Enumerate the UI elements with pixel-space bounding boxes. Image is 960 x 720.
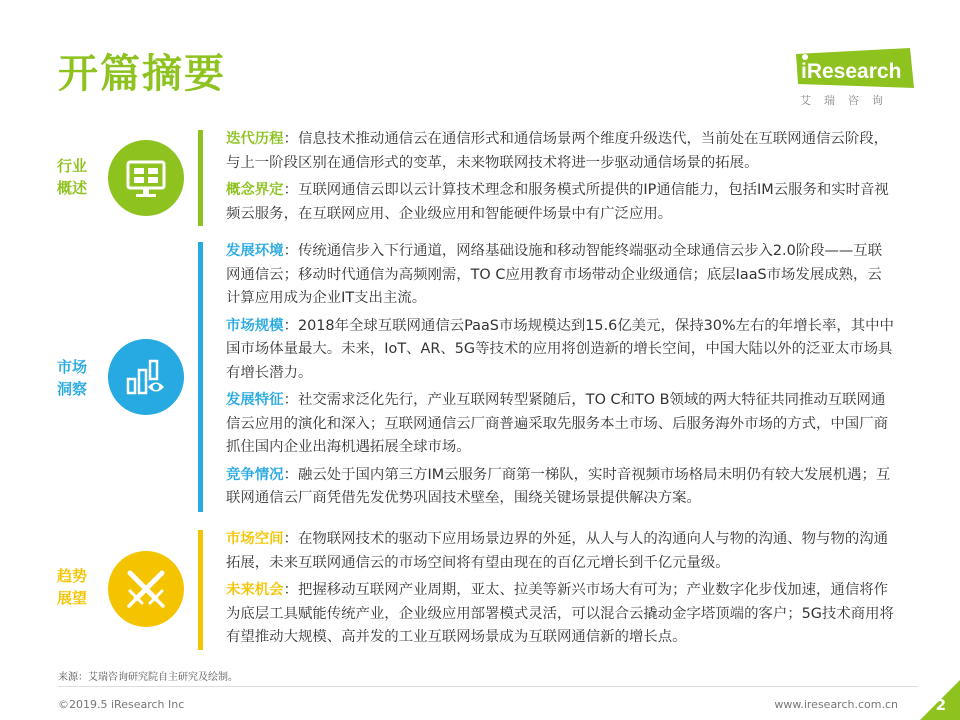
logo-chinese-name: 艾瑞咨询 xyxy=(800,94,896,107)
paragraph-market-size xyxy=(226,315,896,386)
paragraph-iteration-history xyxy=(226,128,896,175)
section-label: 趋势 展望 xyxy=(56,567,87,607)
paragraph-text: ：2018年全球互联网通信云PaaS市场规模达到15.6亿美元，保持30%左右的年增长率，其中中国市场体量最大。未来，IoT、AR、5G等技术的应用将创造新的增长空间，中国大陆以外的泛亚太市场具有增长潜力。 xyxy=(226,317,894,381)
paragraph-text: ：互联网通信云即以云计算技术理念和服务模式所提供的IP通信能力，包括IM云服务和实时音视频云服务，在互联网应用、企业级应用和智能硬件场景中有广泛应用。 xyxy=(226,182,889,222)
crossed-swords-icon xyxy=(108,551,184,627)
paragraph-lead: 市场规模 xyxy=(226,317,284,334)
iresearch-logo xyxy=(796,48,920,116)
section-divider-bar xyxy=(198,130,203,226)
page-title: 开篇摘要 xyxy=(58,51,226,97)
paragraph-lead: 未来机会 xyxy=(226,582,284,598)
section-label: 市场 洞察 xyxy=(56,358,87,398)
section-body xyxy=(226,128,896,230)
monitor-icon xyxy=(108,140,184,216)
section-divider-bar xyxy=(198,530,203,650)
paragraph-development-environment xyxy=(226,240,896,311)
paragraph-development-features xyxy=(226,389,896,460)
svg-text:iResearch: iResearch xyxy=(801,60,902,83)
paragraph-lead: 发展环境 xyxy=(226,243,284,259)
section-divider-bar xyxy=(198,242,203,512)
page-number: 2 xyxy=(935,696,946,714)
paragraph-lead: 发展特征 xyxy=(226,392,284,408)
paragraph-text: ：社交需求泛化先行，产业互联网转型紧随后，TO C和TO B领域的两大特征共同推动互联网通信云应用的演化和深入；互联网通信云厂商普遍采取先服务本土市场、后服务海外市场的方式，中国厂商抓住国内企业出海机遇拓展全球市场。 xyxy=(226,392,888,455)
bar-chart-eye-icon xyxy=(108,339,184,415)
section-body xyxy=(226,528,896,654)
section-label: 行业 概述 xyxy=(56,157,87,197)
paragraph-lead: 迭代历程 xyxy=(226,131,284,147)
paragraph-competition xyxy=(226,464,896,511)
paragraph-lead: 市场空间 xyxy=(226,531,284,547)
paragraph-text: ：在物联网技术的驱动下应用场景边界的外延，从人与人的沟通向人与物的沟通、物与物的沟通拓展，未来互联网通信云的市场空间将有望由现在的百亿元增长到千亿元量级。 xyxy=(226,531,888,571)
website-link[interactable]: www.iresearch.com.cn xyxy=(774,698,898,711)
paragraph-text: ：把握移动互联网产业周期，亚太、拉美等新兴市场大有可为；产业数字化步伐加速，通信将作为底层工具赋能传统产业，企业级应用部署模式灵活，可以混合云撬动金字塔顶端的客户；5G技术商用将有望推动大规模、高并发的工业互联网场景成为互联网通信新的增长点。 xyxy=(226,582,894,645)
section-body xyxy=(226,240,896,515)
paragraph-concept-definition xyxy=(226,179,896,226)
iresearch-logo-mark xyxy=(796,48,920,92)
paragraph-future-opportunities xyxy=(226,579,896,650)
paragraph-text: ：融云处于国内第三方IM云服务厂商第一梯队，实时音视频市场格局未明仍有较大发展机遇；互联网通信云厂商凭借先发优势巩固技术壁垒，围绕关键场景提供解决方案。 xyxy=(226,466,891,506)
paragraph-lead: 概念界定 xyxy=(226,182,284,198)
paragraph-lead: 竞争情况 xyxy=(226,466,284,483)
copyright-text: ©2019.5 iResearch Inc xyxy=(58,698,185,711)
footer-divider xyxy=(58,686,918,687)
paragraph-market-space xyxy=(226,528,896,575)
paragraph-text: ：传统通信步入下行通道，网络基础设施和移动智能终端驱动全球通信云步入2.0阶段——互联网通信云；移动时代通信为高频刚需，TO C应用教育市场带动企业级通信；底层IaaS市场发展成熟，云计算应用成为企业IT支出主流。 xyxy=(226,243,883,306)
source-note: 来源：艾瑞咨询研究院自主研究及绘制。 xyxy=(58,672,238,683)
paragraph-text: ：信息技术推动通信云在通信形式和通信场景两个维度升级迭代，当前处在互联网通信云阶段，与上一阶段区别在通信形式的变革，未来物联网技术将进一步驱动通信场景的拓展。 xyxy=(226,131,888,171)
